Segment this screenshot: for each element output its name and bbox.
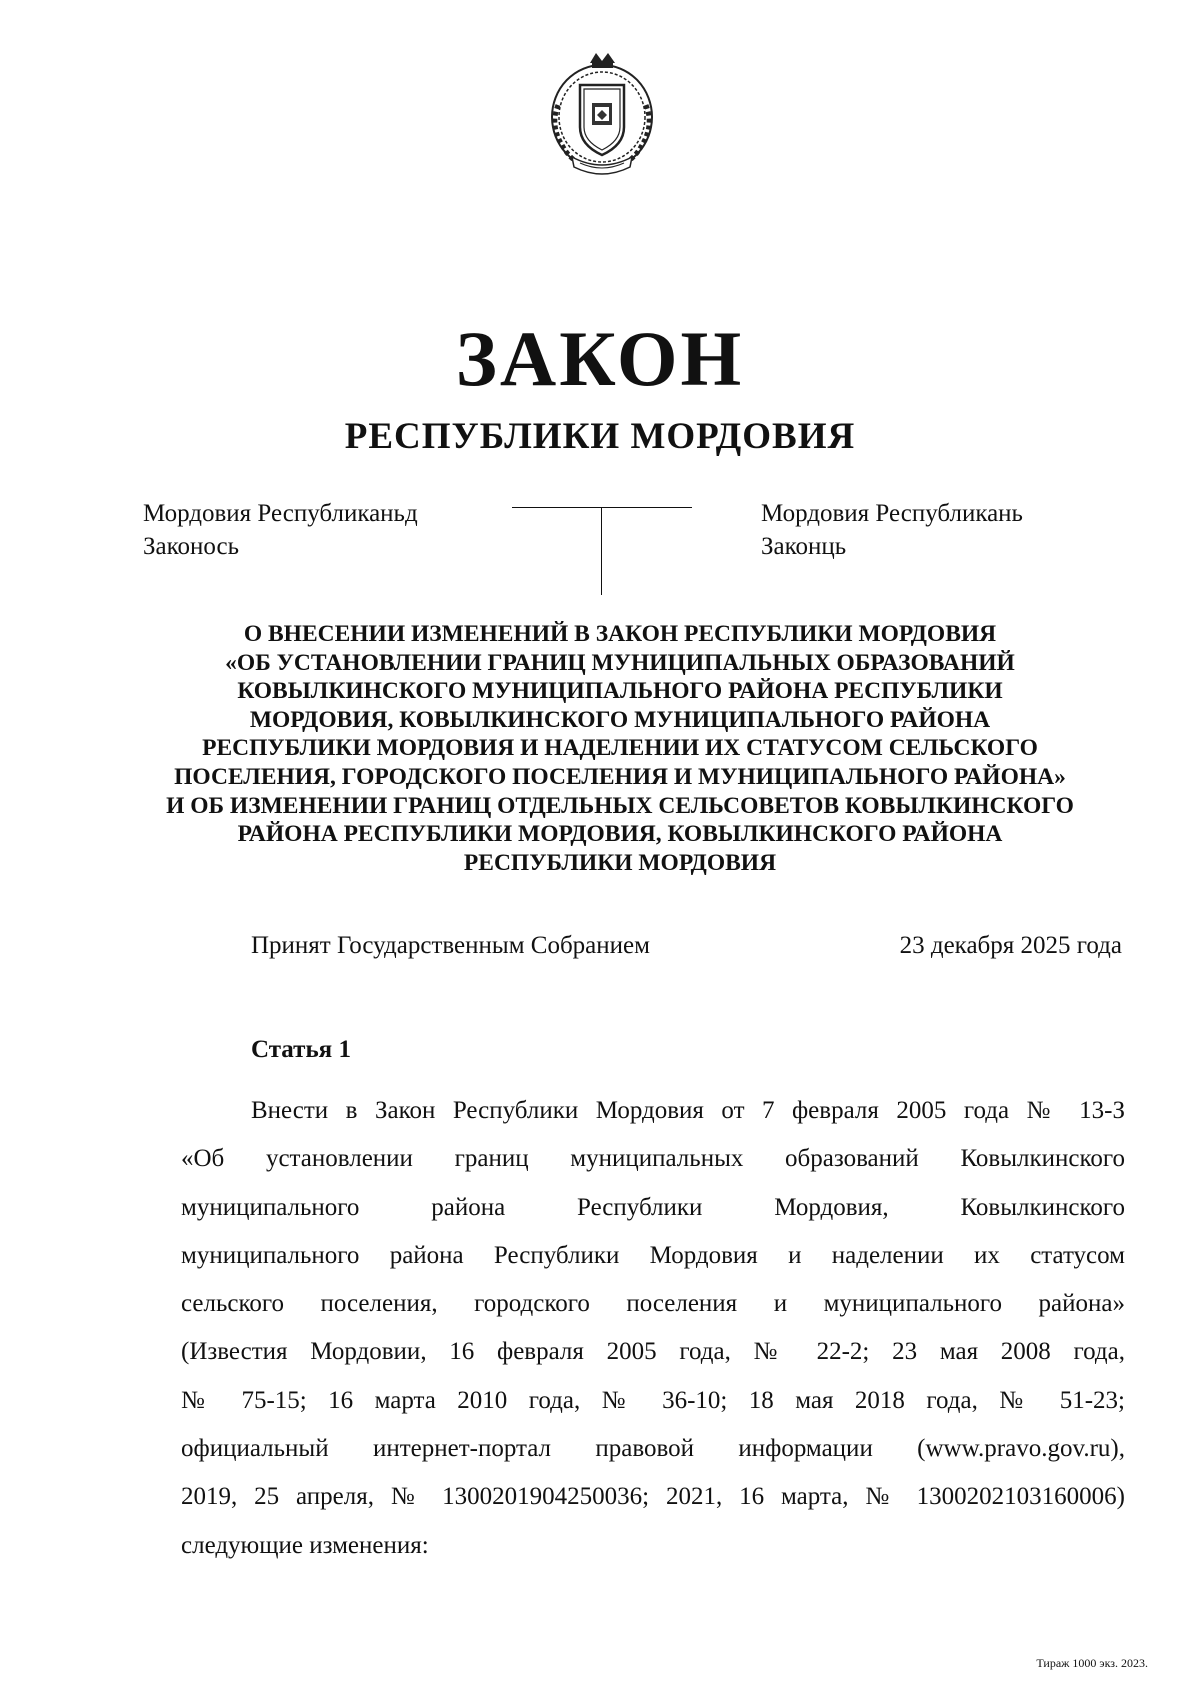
article-line: «Об установлении границ муниципальных образований Ковылкинского (181, 1145, 1125, 1173)
moksha-title-block (143, 497, 418, 563)
law-heading-line: МОРДОВИЯ, КОВЫЛКИНСКОГО МУНИЦИПАЛЬНОГО РАЙОНА (249, 706, 991, 733)
article-line: Внести в Закон Республики Мордовия от 7 февраля 2005 года № 13-З (251, 1097, 1125, 1124)
document-title: ЗАКОН (455, 315, 745, 402)
title-divider-horizontal (512, 507, 692, 508)
coat-of-arms-emblem-icon (540, 45, 665, 185)
erzya-title-line: Законць (761, 533, 847, 560)
adoption-date: 23 декабря 2025 года (899, 932, 1122, 959)
erzya-title-block (761, 497, 1023, 563)
law-heading-line: «ОБ УСТАНОВЛЕНИИ ГРАНИЦ МУНИЦИПАЛЬНЫХ ОБРАЗОВАНИЙ (225, 649, 1015, 676)
law-heading-line: ПОСЕЛЕНИЯ, ГОРОДСКОГО ПОСЕЛЕНИЯ И МУНИЦИПАЛЬНОГО РАЙОНА» (174, 763, 1066, 790)
law-heading-line: О ВНЕСЕНИИ ИЗМЕНЕНИЙ В ЗАКОН РЕСПУБЛИКИ МОРДОВИЯ (243, 621, 997, 647)
article-line: (Известия Мордовии, 16 февраля 2005 года, № 22-2; 23 мая 2008 года, (181, 1338, 1125, 1366)
law-heading-line: КОВЫЛКИНСКОГО МУНИЦИПАЛЬНОГО РАЙОНА РЕСПУБЛИКИ (237, 678, 1003, 705)
article-line: следующие изменения: (181, 1531, 429, 1559)
article-line: сельского поселения, городского поселения и муниципального района» (181, 1290, 1125, 1318)
law-heading-line: РЕСПУБЛИКИ МОРДОВИЯ (463, 849, 777, 876)
moksha-title-line: Мордовия Республиканьд (143, 500, 418, 527)
article-line: муниципального района Республики Мордовия, Ковылкинского (181, 1193, 1125, 1221)
law-heading-line: РАЙОНА РЕСПУБЛИКИ МОРДОВИЯ, КОВЫЛКИНСКОГО РАЙОНА (237, 821, 1003, 848)
article-line: № 75-15; 16 марта 2010 года, № 36-10; 18 мая 2018 года, № 51-23; (181, 1386, 1125, 1414)
law-heading-line: И ОБ ИЗМЕНЕНИИ ГРАНИЦ ОТДЕЛЬНЫХ СЕЛЬСОВЕТОВ КОВЫЛКИНСКОГО (166, 792, 1074, 819)
document-subtitle: РЕСПУБЛИКИ МОРДОВИЯ (344, 416, 856, 457)
title-divider-vertical (601, 507, 602, 595)
article-title: Статья 1 (251, 1036, 351, 1063)
article-line: муниципального района Республики Мордовия и наделении их статусом (181, 1241, 1125, 1269)
article-line: 2019, 25 апреля, № 1300201904250036; 2021, 16 марта, № 1300202103160006) (181, 1483, 1125, 1511)
article-body (181, 1087, 1125, 1570)
moksha-title-line: Законось (143, 533, 239, 560)
law-heading (160, 620, 1080, 877)
law-heading-line: РЕСПУБЛИКИ МОРДОВИЯ И НАДЕЛЕНИИ ИХ СТАТУСОМ СЕЛЬСКОГО (202, 735, 1038, 762)
erzya-title-line: Мордовия Республикань (761, 500, 1023, 527)
print-run-note: Тираж 1000 экз. 2023. (1036, 1656, 1148, 1670)
article-line: официальный интернет-портал правовой информации (www.pravo.gov.ru), (181, 1435, 1125, 1463)
adoption-statement: Принят Государственным Собранием (251, 932, 650, 959)
